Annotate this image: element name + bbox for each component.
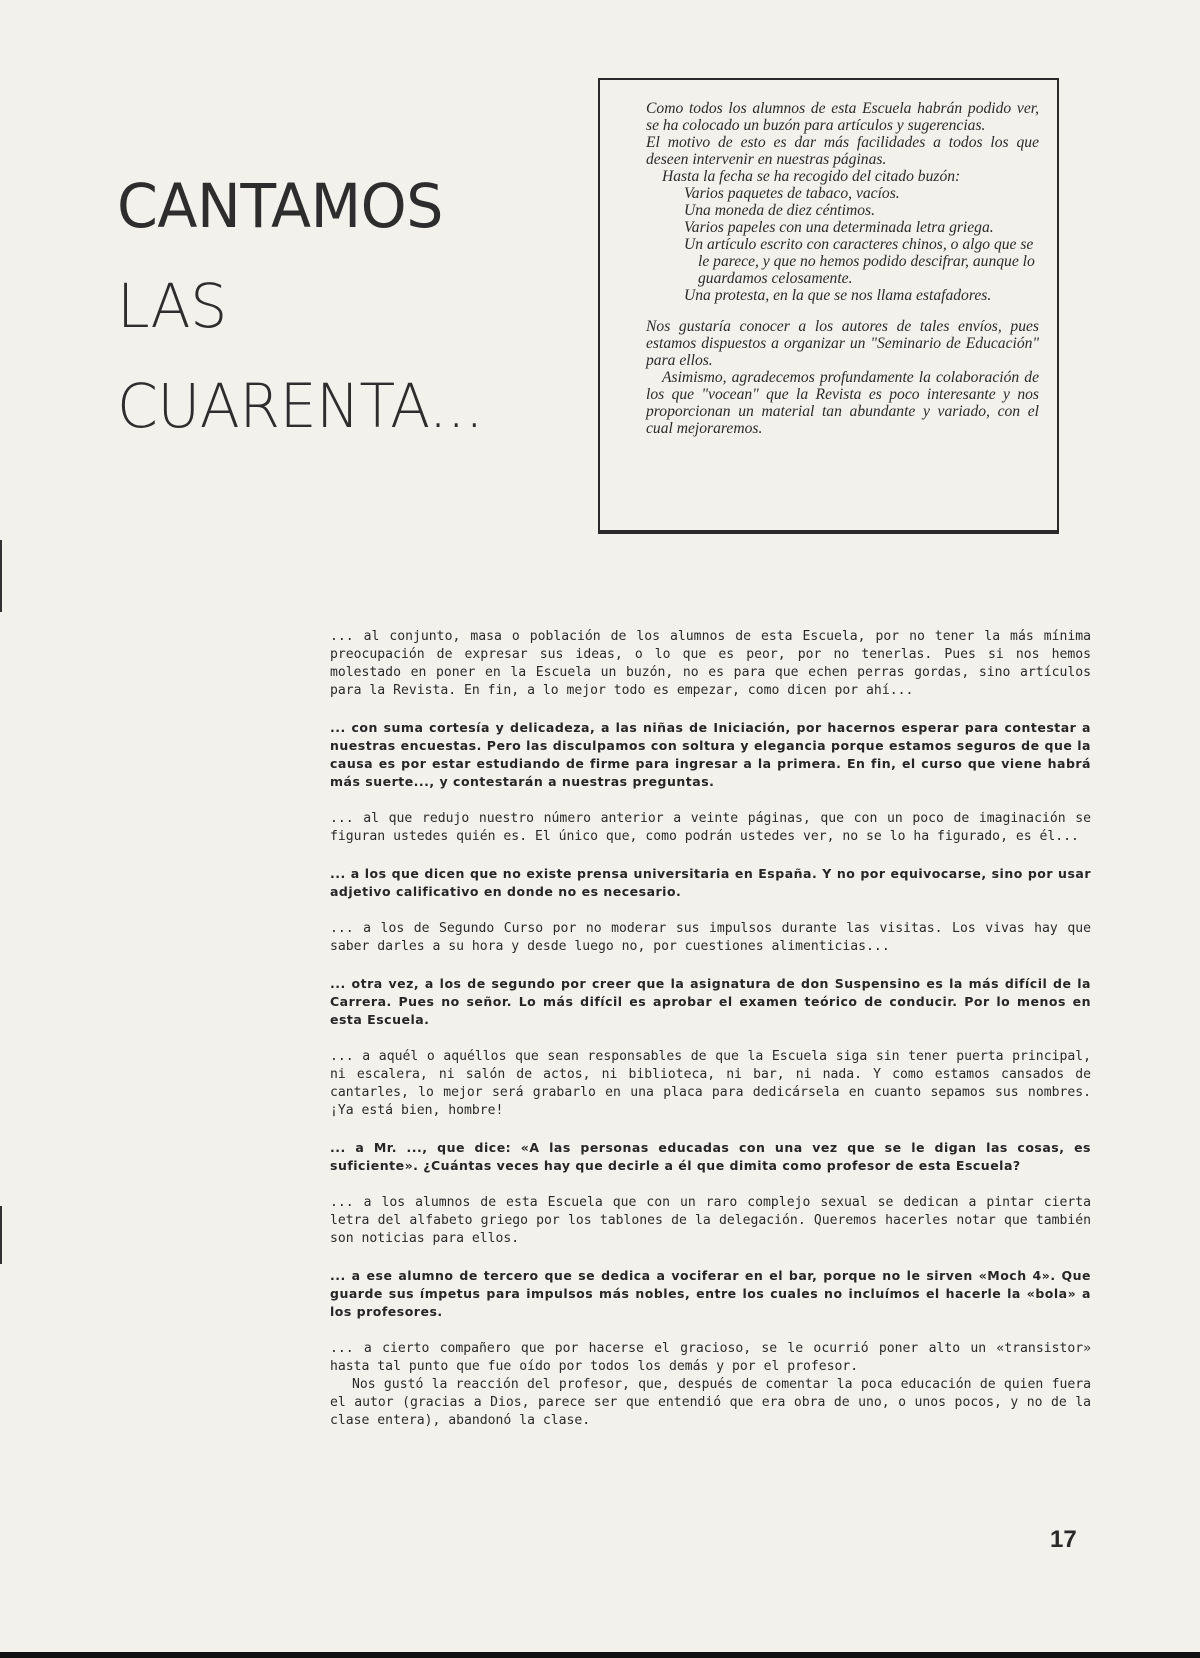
list-item: Varios paquetes de tabaco, vacíos.: [684, 185, 900, 202]
headline-line-2: LAS: [117, 271, 227, 342]
scan-edge-mark: [0, 540, 2, 612]
article-paragraph: ... a aquél o aquéllos que sean responsables de que la Escuela siga sin tener puerta principal, ni escalera, ni salón de actos, ni biblioteca, ni bar, ni nada. Y como estamos cansados de cantarles, lo mejor será grabarlo en una placa para dedicársela en cuanto sepamos sus nombres. ¡Ya está bien, hombre!: [330, 1049, 1091, 1118]
list-item: Una moneda de diez céntimos.: [684, 202, 875, 219]
article-paragraph: ... a los de Segundo Curso por no moderar sus impulsos durante las visitas. Los vivas hay que saber darles a su hora y desde luego no, por cuestiones alimenticias...: [330, 921, 1091, 954]
article-paragraph: ... con suma cortesía y delicadeza, a las niñas de Iniciación, por hacernos esperar para contestar a nuestras encuestas. Pero las disculpamos con soltura y elegancia porque estamos seguros de que la causa es por estar estudiando de firme para ingresar a la primera. En fin, el curso que viene habrá más suerte..., y contestarán a nuestras preguntas.: [330, 720, 1091, 789]
list-item: Varios papeles con una determinada letra griega.: [684, 219, 994, 236]
article-paragraph: ... a los que dicen que no existe prensa universitaria en España. Y no por equivocarse, sino por usar adjetivo calificativo en donde no es necesario.: [330, 866, 1091, 899]
notice-closing-2: Asimismo, agradecemos profundamente la colaboración de los que "vocean" que la Revista es poco interesante y nos proporcionan un material tan abundante y variado, con el cual mejoraremos.: [646, 369, 1039, 437]
article-paragraph: ... a Mr. ..., que dice: «A las personas educadas con una vez que se le digan las cosas, es suficiente». ¿Cuántas veces hay que decirle a él que dimita como profesor de esta Escuela?: [330, 1140, 1091, 1173]
list-item: Un artículo escrito con caracteres chinos, o algo que se le parece, y que no hemos podido descifrar, aunque lo guardamos celosamente.: [684, 236, 1035, 287]
page-bottom-border: [0, 1652, 1200, 1658]
notice-closing-1: Nos gustaría conocer a los autores de tales envíos, pues estamos dispuestos a organizar un "Seminario de Educación" para ellos.: [646, 318, 1039, 369]
headline-line-3: CUARENTA...: [117, 371, 484, 442]
collected-items-list: [684, 185, 1039, 304]
article-paragraph: ... al que redujo nuestro número anterior a veinte páginas, que con un poco de imaginación se figuran ustedes quién es. El único que, como podrán ustedes ver, no se lo ha figurado, es él...: [330, 811, 1091, 844]
article-paragraph: Nos gustó la reacción del profesor, que, después de comentar la poca educación de quien fuera el autor (gracias a Dios, parece ser que entendió que era obra de uno, o unos pocos, y no de la clase entera), abandonó la clase.: [330, 1377, 1091, 1428]
list-item: Una protesta, en la que se nos llama estafadores.: [684, 287, 992, 304]
notice-intro: Como todos los alumnos de esta Escuela habrán podido ver, se ha colocado un buzón para artículos y sugerencias.: [646, 100, 1039, 134]
article-paragraph: ... a los alumnos de esta Escuela que con un raro complejo sexual se dedican a pintar cierta letra del alfabeto griego por los tablones de la delegación. Queremos hacerles notar que también son noticias para ellos.: [330, 1195, 1091, 1246]
article-paragraph: ... al conjunto, masa o población de los alumnos de esta Escuela, por no tener la más mínima preocupación de expresar sus ideas, o lo que es peor, por no tenerlas. Pues si nos hemos molestado en poner en la Escuela un buzón, no es para que echen perras gordas, sino artículos para la Revista. En fin, a lo mejor todo es empezar, como dicen por ahí...: [330, 629, 1091, 698]
article-paragraph: ... otra vez, a los de segundo por creer que la asignatura de don Suspensino es la más difícil de la Carrera. Pues no señor. Lo más difícil es aprobar el examen teórico de conducir. Por lo menos en esta Escuela.: [330, 976, 1091, 1027]
scan-edge-mark: [0, 1206, 2, 1264]
headline-line-1: CANTAMOS: [117, 171, 443, 242]
notice-motive: El motivo de esto es dar más facilidades a todos los que deseen intervenir en nuestras páginas.: [646, 134, 1039, 168]
article-paragraph: ... a ese alumno de tercero que se dedica a vociferar en el bar, porque no le sirven «Moch 4». Que guarde sus ímpetus para impulsos más nobles, entre los cuales no incluímos el hacerle la «bola» a los profesores.: [330, 1268, 1091, 1319]
notice-collected-intro: Hasta la fecha se ha recogido del citado buzón:: [662, 168, 961, 185]
mailbox-notice-box: [598, 78, 1059, 532]
headline: [117, 170, 537, 470]
article-column: [330, 628, 1091, 1449]
page-number: 17: [1050, 1526, 1077, 1553]
article-paragraph: ... a cierto compañero que por hacerse el gracioso, se le ocurrió poner alto un «transistor» hasta tal punto que fue oído por todos los demás y por el profesor.: [330, 1341, 1091, 1374]
